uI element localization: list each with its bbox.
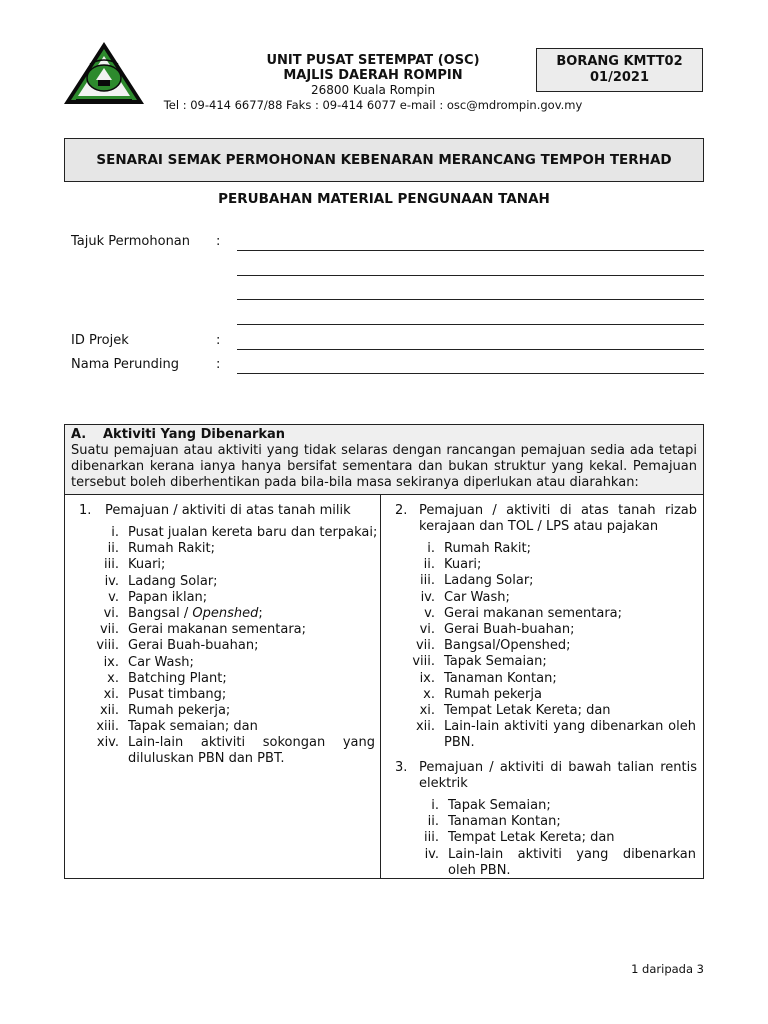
list-item (65, 687, 381, 703)
id-projek-line[interactable] (237, 349, 704, 350)
right-column (381, 495, 703, 878)
list-item (65, 638, 381, 654)
list-item (65, 719, 381, 735)
org-name: UNIT PUSAT SETEMPAT (OSC) (266, 53, 480, 68)
group-1-list (65, 525, 381, 767)
list-item (381, 606, 704, 622)
item-text: Batching Plant; (128, 670, 227, 686)
item-number: iv. (104, 573, 119, 589)
list-item (65, 671, 381, 687)
item-number: ix. (419, 670, 435, 686)
colon: : (216, 234, 221, 249)
list-item (381, 847, 704, 879)
item-text: Tapak semaian; dan (128, 719, 258, 735)
item-text: Tempat Letak Kereta; dan (448, 830, 615, 846)
organisation-header (160, 53, 586, 113)
item-text: Pusat timbang; (128, 686, 227, 702)
item-text: Kuari; (128, 557, 166, 573)
form-version: 01/2021 (589, 70, 650, 85)
item-text: Bangsal/Openshed; (444, 638, 571, 654)
item-number: xi. (419, 702, 435, 718)
document-subtitle: PERUBAHAN MATERIAL PENGUNAAN TANAH (218, 191, 550, 207)
item-text: Car Wash; (444, 589, 510, 605)
list-item (65, 590, 381, 606)
item-text (128, 606, 375, 622)
item-number: iv. (424, 846, 439, 862)
item-text: Tapak Semaian; (448, 798, 551, 813)
form-code: BORANG KMTT02 (556, 54, 683, 69)
group-number: 3. (395, 760, 408, 775)
group-number: 2. (395, 503, 408, 518)
tajuk-line-4[interactable] (237, 324, 704, 325)
council-logo (62, 40, 146, 106)
council-name: MAJLIS DAERAH ROMPIN (283, 68, 463, 83)
item-text: Papan iklan; (128, 589, 208, 605)
item-text: Lain-lain aktiviti sokongan yang diluluskan PBN dan PBT. (128, 735, 375, 767)
nama-perunding-line[interactable] (237, 373, 704, 374)
item-number: viii. (412, 654, 435, 670)
colon: : (216, 357, 221, 372)
item-text-part: Bangsal / (128, 605, 193, 621)
list-item (381, 671, 704, 687)
list-item (65, 735, 381, 767)
list-item (65, 541, 381, 557)
item-number: vii. (415, 638, 435, 654)
item-number: v. (108, 589, 119, 605)
tajuk-line-3[interactable] (237, 299, 704, 300)
item-text: Tapak Semaian; (444, 654, 547, 670)
list-item (381, 638, 704, 654)
list-item (381, 814, 704, 830)
item-text: Gerai makanan sementara; (128, 622, 307, 638)
item-number: vii. (99, 622, 119, 638)
group-2-heading (395, 503, 697, 535)
group-heading-text: Pemajuan / aktiviti di bawah talian rentis elektrik (419, 760, 697, 791)
section-a-header (65, 425, 703, 495)
item-text: Pusat jualan kereta baru dan terpakai; (128, 525, 378, 540)
tajuk-label: Tajuk Permohonan (71, 234, 191, 249)
item-text: Ladang Solar; (128, 573, 218, 589)
colon: : (216, 333, 221, 348)
item-text: Ladang Solar; (444, 573, 534, 589)
item-text: Gerai makanan sementara; (444, 605, 623, 621)
list-item (65, 703, 381, 719)
item-number: iii. (104, 557, 119, 573)
item-number: i. (431, 798, 439, 813)
nama-perunding-label: Nama Perunding (71, 357, 180, 372)
item-text-italic: Openshed (192, 605, 259, 621)
item-text: Tanaman Kontan; (448, 814, 561, 830)
group-number: 1. (79, 503, 92, 518)
id-projek-label: ID Projek (71, 333, 129, 348)
list-item (65, 525, 381, 541)
item-number: viii. (96, 638, 119, 654)
list-item (381, 541, 704, 557)
item-number: xii. (415, 719, 435, 735)
item-number: iv. (420, 589, 435, 605)
item-number: v. (424, 605, 435, 621)
item-number: xiv. (96, 735, 119, 751)
section-a-title (71, 427, 697, 443)
list-item (65, 622, 381, 638)
list-item (381, 719, 704, 751)
list-item (381, 590, 704, 606)
item-text: Rumah Rakit; (444, 541, 532, 556)
item-number: xiii. (96, 719, 119, 735)
item-number: vi. (419, 621, 435, 637)
group-3-heading (395, 760, 697, 792)
list-item (65, 557, 381, 573)
org-address: 26800 Kuala Rompin (310, 83, 436, 97)
item-number: ii. (423, 557, 435, 573)
list-item (65, 606, 381, 622)
item-number: i. (427, 541, 435, 556)
group-2-list (381, 541, 704, 751)
group-heading-text: Pemajuan / aktiviti di atas tanah rizab kerajaan dan TOL / LPS atau pajakan (419, 503, 697, 534)
item-number: x. (423, 686, 435, 702)
item-number: ii. (107, 541, 119, 557)
form-code-box (536, 48, 703, 92)
list-item (381, 687, 704, 703)
org-contact: Tel : 09-414 6677/88 Faks : 09-414 6077 e-mail : osc@mdrompin.gov.my (163, 98, 583, 112)
page-number: 1 daripada 3 (631, 962, 704, 976)
item-number: xii. (99, 703, 119, 719)
list-item (381, 622, 704, 638)
list-item (65, 655, 381, 671)
list-item (381, 703, 704, 719)
item-text: Gerai Buah-buahan; (444, 621, 575, 637)
item-text-tail: ; (258, 605, 263, 621)
item-text: Lain-lain aktiviti yang dibenarkan oleh PBN. (444, 719, 696, 751)
item-number: iii. (420, 573, 435, 589)
item-text: Rumah pekerja (444, 686, 542, 702)
item-number: ix. (103, 654, 119, 670)
tajuk-line-1[interactable] (237, 250, 704, 251)
item-number: iii. (424, 830, 439, 846)
item-text: Tempat Letak Kereta; dan (444, 702, 611, 718)
section-letter: A. (71, 427, 87, 442)
item-number: i. (111, 525, 119, 540)
list-item (381, 798, 704, 814)
list-item (381, 573, 704, 589)
section-a-table (64, 424, 704, 879)
item-number: xi. (103, 686, 119, 702)
item-number: ii. (427, 814, 439, 830)
group-heading-text: Pemajuan / aktiviti di atas tanah milik (105, 503, 351, 518)
item-text: Lain-lain aktiviti yang dibenarkan oleh PBN. (448, 846, 696, 878)
left-column (65, 495, 381, 878)
item-text: Tanaman Kontan; (444, 670, 557, 686)
list-item (381, 654, 704, 670)
group-3-list (381, 798, 704, 879)
section-a-description: Suatu pemajuan atau aktiviti yang tidak selaras dengan rancangan pemajuan sedia ada tetapi dibenarkan kerana ianya hanya bersifat sementara dan bukan struktur yang kekal. Pemajuan tersebut boleh diberhentikan pada bila-bila masa sekiranya diperlukan atau diarahkan: (71, 443, 697, 490)
document-title: SENARAI SEMAK PERMOHONAN KEBENARAN MERANCANG TEMPOH TERHAD (64, 138, 704, 182)
section-title-text: Aktiviti Yang Dibenarkan (103, 427, 286, 442)
list-item (381, 830, 704, 846)
list-item (381, 557, 704, 573)
item-text: Rumah Rakit; (128, 541, 216, 557)
item-number: x. (107, 670, 119, 686)
item-text: Kuari; (444, 557, 482, 573)
item-text: Rumah pekerja; (128, 703, 231, 719)
item-text: Gerai Buah-buahan; (128, 638, 259, 654)
list-item (65, 574, 381, 590)
item-number: vi. (103, 605, 119, 621)
item-text: Car Wash; (128, 654, 194, 670)
tajuk-line-2[interactable] (237, 275, 704, 276)
